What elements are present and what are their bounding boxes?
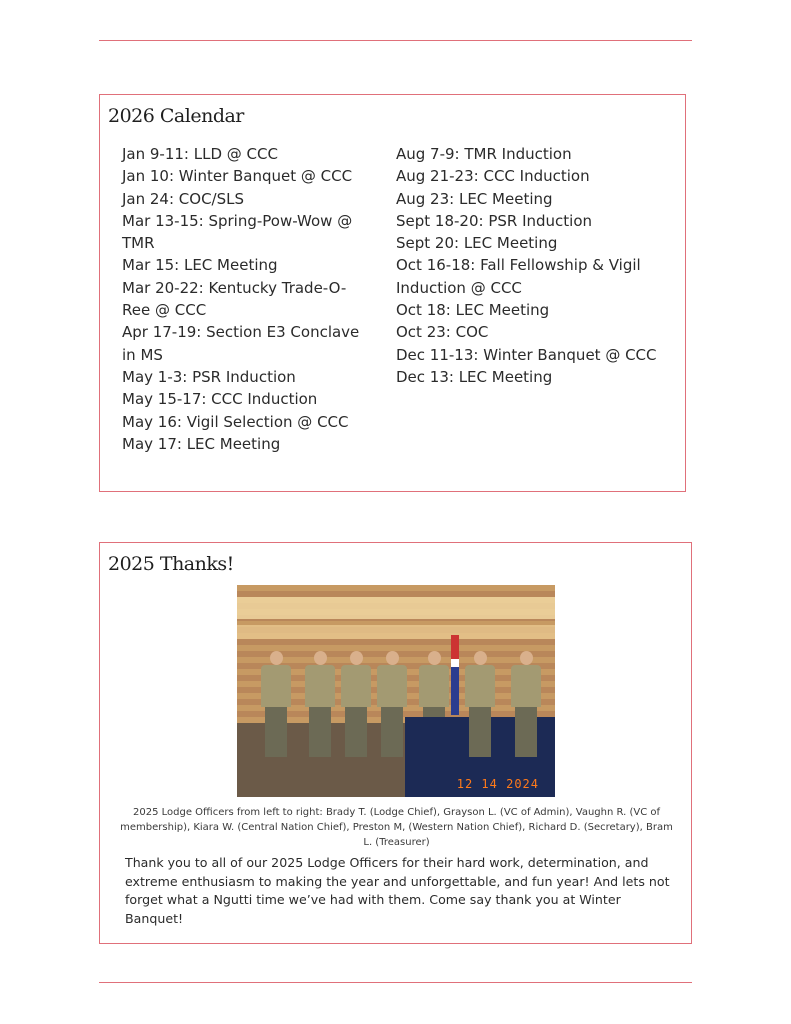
photo-light-beam <box>237 625 555 639</box>
calendar-event: Oct 18: LEC Meeting <box>396 301 550 320</box>
thanks-title: 2025 Thanks! <box>108 553 234 575</box>
thanks-section <box>99 542 692 944</box>
calendar-event: May 1-3: PSR Induction <box>122 367 296 386</box>
photo-date-stamp: 12 14 2024 <box>456 777 539 791</box>
calendar-event: Aug 23: LEC Meeting <box>396 189 553 208</box>
calendar-event: May 17: LEC Meeting <box>122 434 281 453</box>
calendar-event: Aug 7-9: TMR Induction <box>396 145 572 163</box>
calendar-event: Jan 24: COC/SLS <box>122 189 245 208</box>
calendar-title: 2026 Calendar <box>108 105 244 127</box>
calendar-left-column <box>122 143 374 455</box>
officer-figure <box>341 651 371 763</box>
calendar-event: May 15-17: CCC Induction <box>122 390 318 409</box>
calendar-event: Jan 9-11: LLD @ CCC <box>122 145 278 163</box>
calendar-event: Mar 15: LEC Meeting <box>122 256 278 275</box>
calendar-right-column <box>396 143 666 388</box>
officer-figure <box>377 651 407 763</box>
thanks-body-text: Thank you to all of our 2025 Lodge Officers for their hard work, determination, and extreme enthusiasm to making the year and unforgettable, and fun year! And lets not forget what a Ngutti time we’ve had with them. Come say thank you at Winter Banquet! <box>125 855 670 927</box>
calendar-section <box>99 94 686 492</box>
top-divider <box>99 40 692 41</box>
calendar-event: Sept 18-20: PSR Induction <box>396 211 593 230</box>
calendar-event: Oct 23: COC <box>396 323 489 342</box>
officer-figure <box>511 651 541 763</box>
calendar-event: Sept 20: LEC Meeting <box>396 234 558 253</box>
calendar-event: Dec 13: LEC Meeting <box>396 367 553 386</box>
lodge-officers-photo <box>237 585 555 797</box>
bottom-divider <box>99 982 692 983</box>
calendar-event: Mar 13-15: Spring-Pow-Wow @ TMR <box>122 211 353 253</box>
calendar-event: Mar 20-22: Kentucky Trade-O-Ree @ CCC <box>122 278 347 320</box>
calendar-event: Oct 16-18: Fall Fellowship & Vigil Induction @ CCC <box>396 256 641 297</box>
calendar-event: Jan 10: Winter Banquet @ CCC <box>122 167 353 186</box>
officer-figure <box>465 651 495 763</box>
calendar-event: Apr 17-19: Section E3 Conclave in MS <box>122 323 360 364</box>
calendar-event: May 16: Vigil Selection @ CCC <box>122 412 349 431</box>
calendar-event: Aug 21-23: CCC Induction <box>396 167 590 186</box>
flag-icon <box>451 635 459 715</box>
photo-light-beam <box>237 597 555 619</box>
officer-figure <box>261 651 291 763</box>
officer-figure <box>305 651 335 763</box>
photo-caption: 2025 Lodge Officers from left to right: Brady T. (Lodge Chief), Grayson L. (VC of Admin), Vaughn R. (VC of membership), Kiara W. (Central Nation Chief), Preston M, (Western Nation Chief), Richard D. (Secretary), Bram L. (Treasurer) <box>120 807 673 848</box>
calendar-event: Dec 11-13: Winter Banquet @ CCC <box>396 345 657 364</box>
